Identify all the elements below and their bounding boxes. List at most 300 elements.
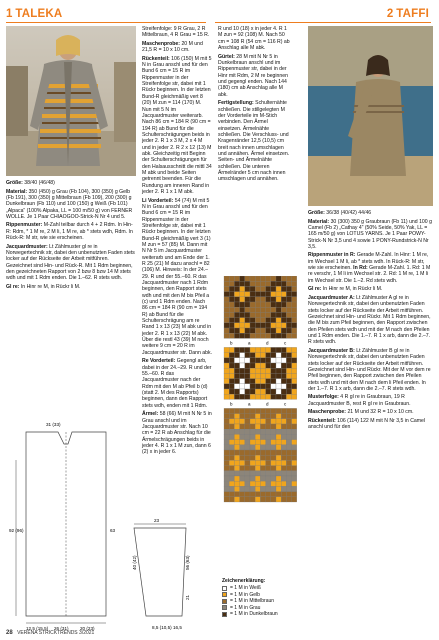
chart-cell — [255, 408, 260, 413]
pattern-1-title: TALEKA — [15, 8, 63, 20]
chart-cell — [240, 363, 245, 368]
chart-cell — [255, 414, 260, 419]
chart-cell — [266, 497, 271, 502]
chart-cell — [281, 486, 286, 491]
chart-cell — [260, 323, 265, 328]
jacquard-chart-svg — [220, 276, 302, 576]
chart-cell — [292, 476, 297, 481]
chart-cell — [281, 347, 286, 352]
chart-cell — [229, 358, 234, 363]
chart-cell — [240, 445, 245, 450]
chart-cell — [250, 455, 255, 460]
taffi-gl-label: Gl re: — [308, 286, 322, 293]
chart-cell — [234, 429, 239, 434]
rib-label: Rippenmuster: — [6, 222, 43, 229]
dim-63: 63 — [110, 528, 116, 533]
chart-cell — [229, 408, 234, 413]
chart-cell — [245, 408, 250, 413]
chart-cell — [276, 373, 281, 378]
chart-cell — [286, 292, 291, 297]
chart-cell — [250, 497, 255, 502]
chart-cell — [292, 419, 297, 424]
chart-cell — [260, 497, 265, 502]
chart-cell — [276, 358, 281, 363]
chart-cell — [292, 424, 297, 429]
chart-cell — [234, 471, 239, 476]
chart-cell — [271, 414, 276, 419]
chart-cell — [276, 434, 281, 439]
chart-cell — [229, 292, 234, 297]
chart-cell — [250, 408, 255, 413]
chart-cell — [245, 450, 250, 455]
chart-cell — [245, 333, 250, 338]
chart-cell — [286, 460, 291, 465]
chart-cell — [271, 353, 276, 358]
chart-cell — [240, 384, 245, 389]
chart-cell — [234, 497, 239, 502]
chart-arrow-label: c — [284, 340, 287, 346]
chart-cell — [255, 466, 260, 471]
chart-cell — [234, 434, 239, 439]
chart-cell — [281, 302, 286, 307]
chart-cell — [281, 429, 286, 434]
chart-cell — [281, 460, 286, 465]
chart-cell — [250, 276, 255, 281]
chart-cell — [255, 379, 260, 384]
chart-cell — [286, 353, 291, 358]
chart-cell — [292, 497, 297, 502]
chart-cell — [271, 347, 276, 352]
chart-legend — [222, 578, 312, 617]
chart-cell — [271, 445, 276, 450]
chart-cell — [224, 358, 229, 363]
chart-cell — [271, 419, 276, 424]
left-intro-text — [6, 180, 136, 292]
chart-cell — [292, 429, 297, 434]
chart-cell — [229, 318, 234, 323]
chart-cell — [245, 429, 250, 434]
chart-cell — [224, 455, 229, 460]
header-rule-right — [215, 22, 431, 23]
chart-cell — [271, 312, 276, 317]
dim-85: 8,5 (10,5) 16,5 — [152, 625, 182, 630]
chart-cell — [229, 414, 234, 419]
chart-cell — [260, 450, 265, 455]
pattern-2-number: 2 — [386, 8, 394, 20]
chart-cell — [292, 358, 297, 363]
chart-cell — [281, 414, 286, 419]
chart-cell — [271, 471, 276, 476]
chart-arrow-label: a — [248, 401, 251, 407]
pattern-1-header — [6, 5, 62, 23]
chart-cell — [276, 445, 281, 450]
chart-cell — [234, 450, 239, 455]
chart-cell — [229, 455, 234, 460]
chart-cell — [245, 347, 250, 352]
chart-cell — [266, 466, 271, 471]
chart-cell — [250, 460, 255, 465]
chart-cell — [286, 450, 291, 455]
chart-cell — [224, 328, 229, 333]
chart-cell — [281, 276, 286, 281]
chart-cell — [240, 379, 245, 384]
chart-cell — [250, 297, 255, 302]
chart-cell — [240, 486, 245, 491]
chart-cell — [240, 455, 245, 460]
chart-cell — [245, 460, 250, 465]
chart-cell — [240, 481, 245, 486]
chart-cell — [266, 414, 271, 419]
chart-cell — [271, 389, 276, 394]
chart-cell — [224, 286, 229, 291]
chart-cell — [276, 466, 281, 471]
chart-cell — [260, 389, 265, 394]
taffi-gauge-text: 21 M und 32 R = 10 x 10 cm. — [347, 409, 414, 416]
chart-cell — [292, 286, 297, 291]
chart-cell — [260, 276, 265, 281]
chart-cell — [276, 486, 281, 491]
chart-cell — [234, 440, 239, 445]
chart-cell — [271, 394, 276, 399]
chart-cell — [245, 389, 250, 394]
chart-cell — [286, 434, 291, 439]
finishing-label: Fertigstellung: — [218, 100, 254, 107]
chart-cell — [266, 373, 271, 378]
chart-cell — [245, 276, 250, 281]
chart-cell — [286, 302, 291, 307]
chart-cell — [276, 389, 281, 394]
chart-cell — [276, 384, 281, 389]
chart-cell — [245, 358, 250, 363]
chart-cell — [255, 276, 260, 281]
chart-cell — [292, 307, 297, 312]
chart-cell — [255, 363, 260, 368]
chart-cell — [255, 424, 260, 429]
chart-cell — [292, 379, 297, 384]
chart-arrow-label: a — [248, 340, 251, 346]
chart-cell — [255, 333, 260, 338]
chart-cell — [271, 328, 276, 333]
chart-cell — [224, 466, 229, 471]
chart-cell — [271, 307, 276, 312]
chart-cell — [276, 429, 281, 434]
pattern-2-header — [387, 5, 429, 23]
chart-cell — [292, 312, 297, 317]
chart-cell — [271, 408, 276, 413]
chart-cell — [234, 353, 239, 358]
chart-cell — [245, 486, 250, 491]
taffi-stripe-label: Musterfolge: — [308, 394, 339, 401]
chart-cell — [260, 408, 265, 413]
taffi-photo — [308, 26, 433, 206]
chart-cell — [250, 286, 255, 291]
chart-cell — [276, 455, 281, 460]
chart-cell — [292, 440, 297, 445]
chart-cell — [266, 384, 271, 389]
chart-cell — [292, 292, 297, 297]
chart-cell — [260, 492, 265, 497]
chart-cell — [229, 486, 234, 491]
chart-cell — [260, 328, 265, 333]
chart-cell — [250, 424, 255, 429]
chart-cell — [266, 471, 271, 476]
dim-26: 26 (31) — [54, 626, 69, 631]
chart-cell — [281, 363, 286, 368]
chart-cell — [266, 358, 271, 363]
chart-cell — [260, 318, 265, 323]
chart-cell — [292, 408, 297, 413]
chart-cell — [234, 389, 239, 394]
chart-cell — [260, 419, 265, 424]
chart-cell — [245, 394, 250, 399]
chart-cell — [229, 333, 234, 338]
chart-cell — [292, 460, 297, 465]
chart-cell — [260, 486, 265, 491]
chart-cell — [240, 414, 245, 419]
stockinette-text: In Hinr re M, in Rückr li M. — [20, 283, 81, 290]
chart-cell — [255, 302, 260, 307]
chart-cell — [245, 481, 250, 486]
chart-arrow-label: d — [266, 401, 269, 407]
chart-cell — [286, 312, 291, 317]
chart-cell — [250, 373, 255, 378]
chart-cell — [276, 347, 281, 352]
back-label: Rückenteil: — [142, 55, 170, 62]
back-text: 106 (150) M mit 5 N in Grau anschl und für den Bund 6 cm = 15 R im Rippenmuster in der Streifenfolge str, dabei mit 1 Rückr beginnen. In der letzten Bund-R gleichmäßig vert 8 (20) M zun = 114 (170) M. Nun mit 5 N im Jacquardmuster weiterarb. Nach 86 cm = 184 R (90 cm = 194 R) ab Bund für die Schulterschrägungen beids in jeder 2. R 1 x 3 M, 2 x 4 M und in jeder 2. R 2 x 12 (13) M abk. Gleichzeitig mit Beginn der Schulterschrägungen für den Halsausschnitt die mittl 34 M abk und beide Seiten getrennt beenden. Für die Rundung am inneren Rand in jeder 2. R 1 x 1 M abk. — [142, 55, 212, 195]
chart-cell — [286, 276, 291, 281]
chart-cell — [229, 297, 234, 302]
chart-cell — [271, 363, 276, 368]
chart-cell — [260, 424, 265, 429]
legend-swatch — [222, 592, 227, 597]
chart-cell — [240, 318, 245, 323]
chart-cell — [286, 347, 291, 352]
chart-cell — [271, 486, 276, 491]
chart-cell — [255, 471, 260, 476]
header-rule-left — [6, 22, 206, 23]
chart-cell — [250, 389, 255, 394]
chart-cell — [281, 353, 286, 358]
chart-cell — [224, 302, 229, 307]
stripe-sequence: Streifenfolge: 9 R Grau, 2 R Mittelbraun, 4 R Grau = 15 R. — [142, 26, 210, 39]
chart-cell — [271, 492, 276, 497]
chart-cell — [260, 302, 265, 307]
chart-cell — [271, 440, 276, 445]
chart-cell — [245, 281, 250, 286]
chart-cell — [281, 318, 286, 323]
chart-cell — [266, 297, 271, 302]
chart-cell — [260, 445, 265, 450]
chart-cell — [281, 455, 286, 460]
chart-cell — [250, 429, 255, 434]
chart-cell — [240, 497, 245, 502]
chart-cell — [234, 286, 239, 291]
chart-cell — [260, 440, 265, 445]
right-intro-text — [308, 210, 433, 433]
chart-cell — [250, 434, 255, 439]
chart-cell — [229, 307, 234, 312]
chart-cell — [292, 450, 297, 455]
chart-cell — [234, 424, 239, 429]
chart-cell — [281, 476, 286, 481]
chart-cell — [266, 460, 271, 465]
chart-cell — [276, 323, 281, 328]
chart-cell — [240, 373, 245, 378]
chart-cell — [286, 297, 291, 302]
chart-arrow-label: b — [230, 340, 233, 346]
chart-cell — [266, 292, 271, 297]
chart-cell — [250, 440, 255, 445]
chart-cell — [266, 353, 271, 358]
taffi-jacqB-label: Jacquardmuster B: — [308, 347, 355, 354]
chart-cell — [250, 384, 255, 389]
left-front-label: Li Vorderteil: — [142, 197, 174, 204]
chart-cell — [255, 440, 260, 445]
chart-cell — [234, 328, 239, 333]
taffi-size-value: 36/38 (40/42) 44/46 — [326, 210, 372, 216]
taleka-photo — [6, 26, 136, 176]
chart-cell — [260, 373, 265, 378]
chart-cell — [266, 323, 271, 328]
chart-cell — [292, 318, 297, 323]
dim-56: 56 (63) — [185, 555, 190, 570]
chart-cell — [271, 297, 276, 302]
chart-cell — [234, 408, 239, 413]
chart-cell — [292, 323, 297, 328]
chart-cell — [255, 353, 260, 358]
chart-cell — [234, 481, 239, 486]
taffi-material-text: 30 (300) 350 g Graubraun (Fb 11) und 100 g Camel (Fb 2) „Cathay 4“ (50% Seide, 50% Yak, LL = 165 m/50 g) von LOTUS YARNS. Je 1 Paar POWY-Strick-N Nr 3,5 und 4 sowie 1 PONY-Rundstrick-N Nr 3,5. — [308, 218, 432, 250]
taffi-back-text: 106 (114) 122 M mit N Nr 3,5 in Camel anschl und für den — [308, 417, 426, 431]
chart-cell — [266, 434, 271, 439]
taffi-size-label: Größe: — [308, 210, 325, 216]
chart-cell — [240, 450, 245, 455]
gauge-text: 20 M und 21,5 R = 10 x 10 cm. — [142, 40, 203, 54]
chart-cell — [240, 286, 245, 291]
chart-cell — [255, 368, 260, 373]
chart-cell — [240, 368, 245, 373]
chart-cell — [240, 323, 245, 328]
chart-cell — [234, 368, 239, 373]
chart-cell — [250, 379, 255, 384]
chart-cell — [234, 307, 239, 312]
chart-cell — [250, 466, 255, 471]
chart-cell — [250, 347, 255, 352]
chart-cell — [229, 384, 234, 389]
chart-cell — [281, 450, 286, 455]
chart-cell — [276, 368, 281, 373]
chart-cell — [281, 368, 286, 373]
taffi-back-label: Rückenteil: — [308, 417, 336, 424]
chart-cell — [281, 328, 286, 333]
chart-cell — [281, 323, 286, 328]
chart-cell — [286, 323, 291, 328]
chart-cell — [224, 429, 229, 434]
chart-cell — [260, 471, 265, 476]
chart-cell — [276, 297, 281, 302]
chart-cell — [234, 466, 239, 471]
chart-cell — [229, 424, 234, 429]
chart-cell — [271, 276, 276, 281]
chart-cell — [260, 307, 265, 312]
chart-cell — [250, 323, 255, 328]
dim-125: 12,5 (15,5) — [26, 626, 49, 631]
chart-cell — [292, 281, 297, 286]
chart-cell — [292, 297, 297, 302]
chart-cell — [234, 363, 239, 368]
chart-cell — [240, 312, 245, 317]
chart-cell — [255, 373, 260, 378]
chart-cell — [271, 302, 276, 307]
chart-cell — [260, 414, 265, 419]
chart-cell — [281, 419, 286, 424]
chart-cell — [250, 318, 255, 323]
chart-cell — [224, 445, 229, 450]
chart-cell — [234, 312, 239, 317]
chart-cell — [229, 379, 234, 384]
chart-cell — [255, 394, 260, 399]
chart-cell — [255, 358, 260, 363]
chart-cell — [250, 363, 255, 368]
right-front-text: Gegengl arb, dabei in der 24.–29. R und der 55.–60. R das Jacquardmuster nach der Rdm mit den M ab Pfeil b (d) (statt 2. M des Rapports) beginnen, dann den Rapport stets wdh, enden mit 1 Rdm. — [142, 358, 212, 409]
chart-cell — [234, 281, 239, 286]
chart-cell — [234, 460, 239, 465]
chart-cell — [245, 292, 250, 297]
taffi-gl-text: In Hinr re M, in Rückr li M. — [322, 286, 383, 293]
chart-cell — [276, 492, 281, 497]
chart-cell — [224, 318, 229, 323]
chart-cell — [281, 424, 286, 429]
chart-cell — [286, 414, 291, 419]
chart-cell — [276, 281, 281, 286]
chart-cell — [266, 307, 271, 312]
chart-cell — [281, 312, 286, 317]
chart-cell — [229, 481, 234, 486]
chart-cell — [250, 328, 255, 333]
chart-cell — [229, 286, 234, 291]
chart-cell — [271, 384, 276, 389]
chart-cell — [229, 492, 234, 497]
chart-cell — [266, 440, 271, 445]
chart-cell — [234, 384, 239, 389]
chart-cell — [276, 353, 281, 358]
third-text-column — [218, 26, 290, 185]
chart-cell — [271, 429, 276, 434]
chart-cell — [260, 292, 265, 297]
chart-cell — [276, 286, 281, 291]
chart-cell — [250, 471, 255, 476]
chart-cell — [229, 368, 234, 373]
chart-cell — [286, 307, 291, 312]
chart-cell — [260, 429, 265, 434]
chart-cell — [250, 307, 255, 312]
chart-cell — [286, 486, 291, 491]
chart-cell — [245, 466, 250, 471]
chart-cell — [266, 429, 271, 434]
chart-cell — [234, 318, 239, 323]
chart-cell — [276, 476, 281, 481]
chart-cell — [229, 363, 234, 368]
chart-cell — [255, 497, 260, 502]
chart-cell — [286, 358, 291, 363]
chart-cell — [224, 424, 229, 429]
chart-cell — [276, 379, 281, 384]
chart-cell — [281, 471, 286, 476]
chart-cell — [292, 486, 297, 491]
chart-cell — [245, 414, 250, 419]
chart-cell — [240, 429, 245, 434]
chart-cell — [286, 384, 291, 389]
